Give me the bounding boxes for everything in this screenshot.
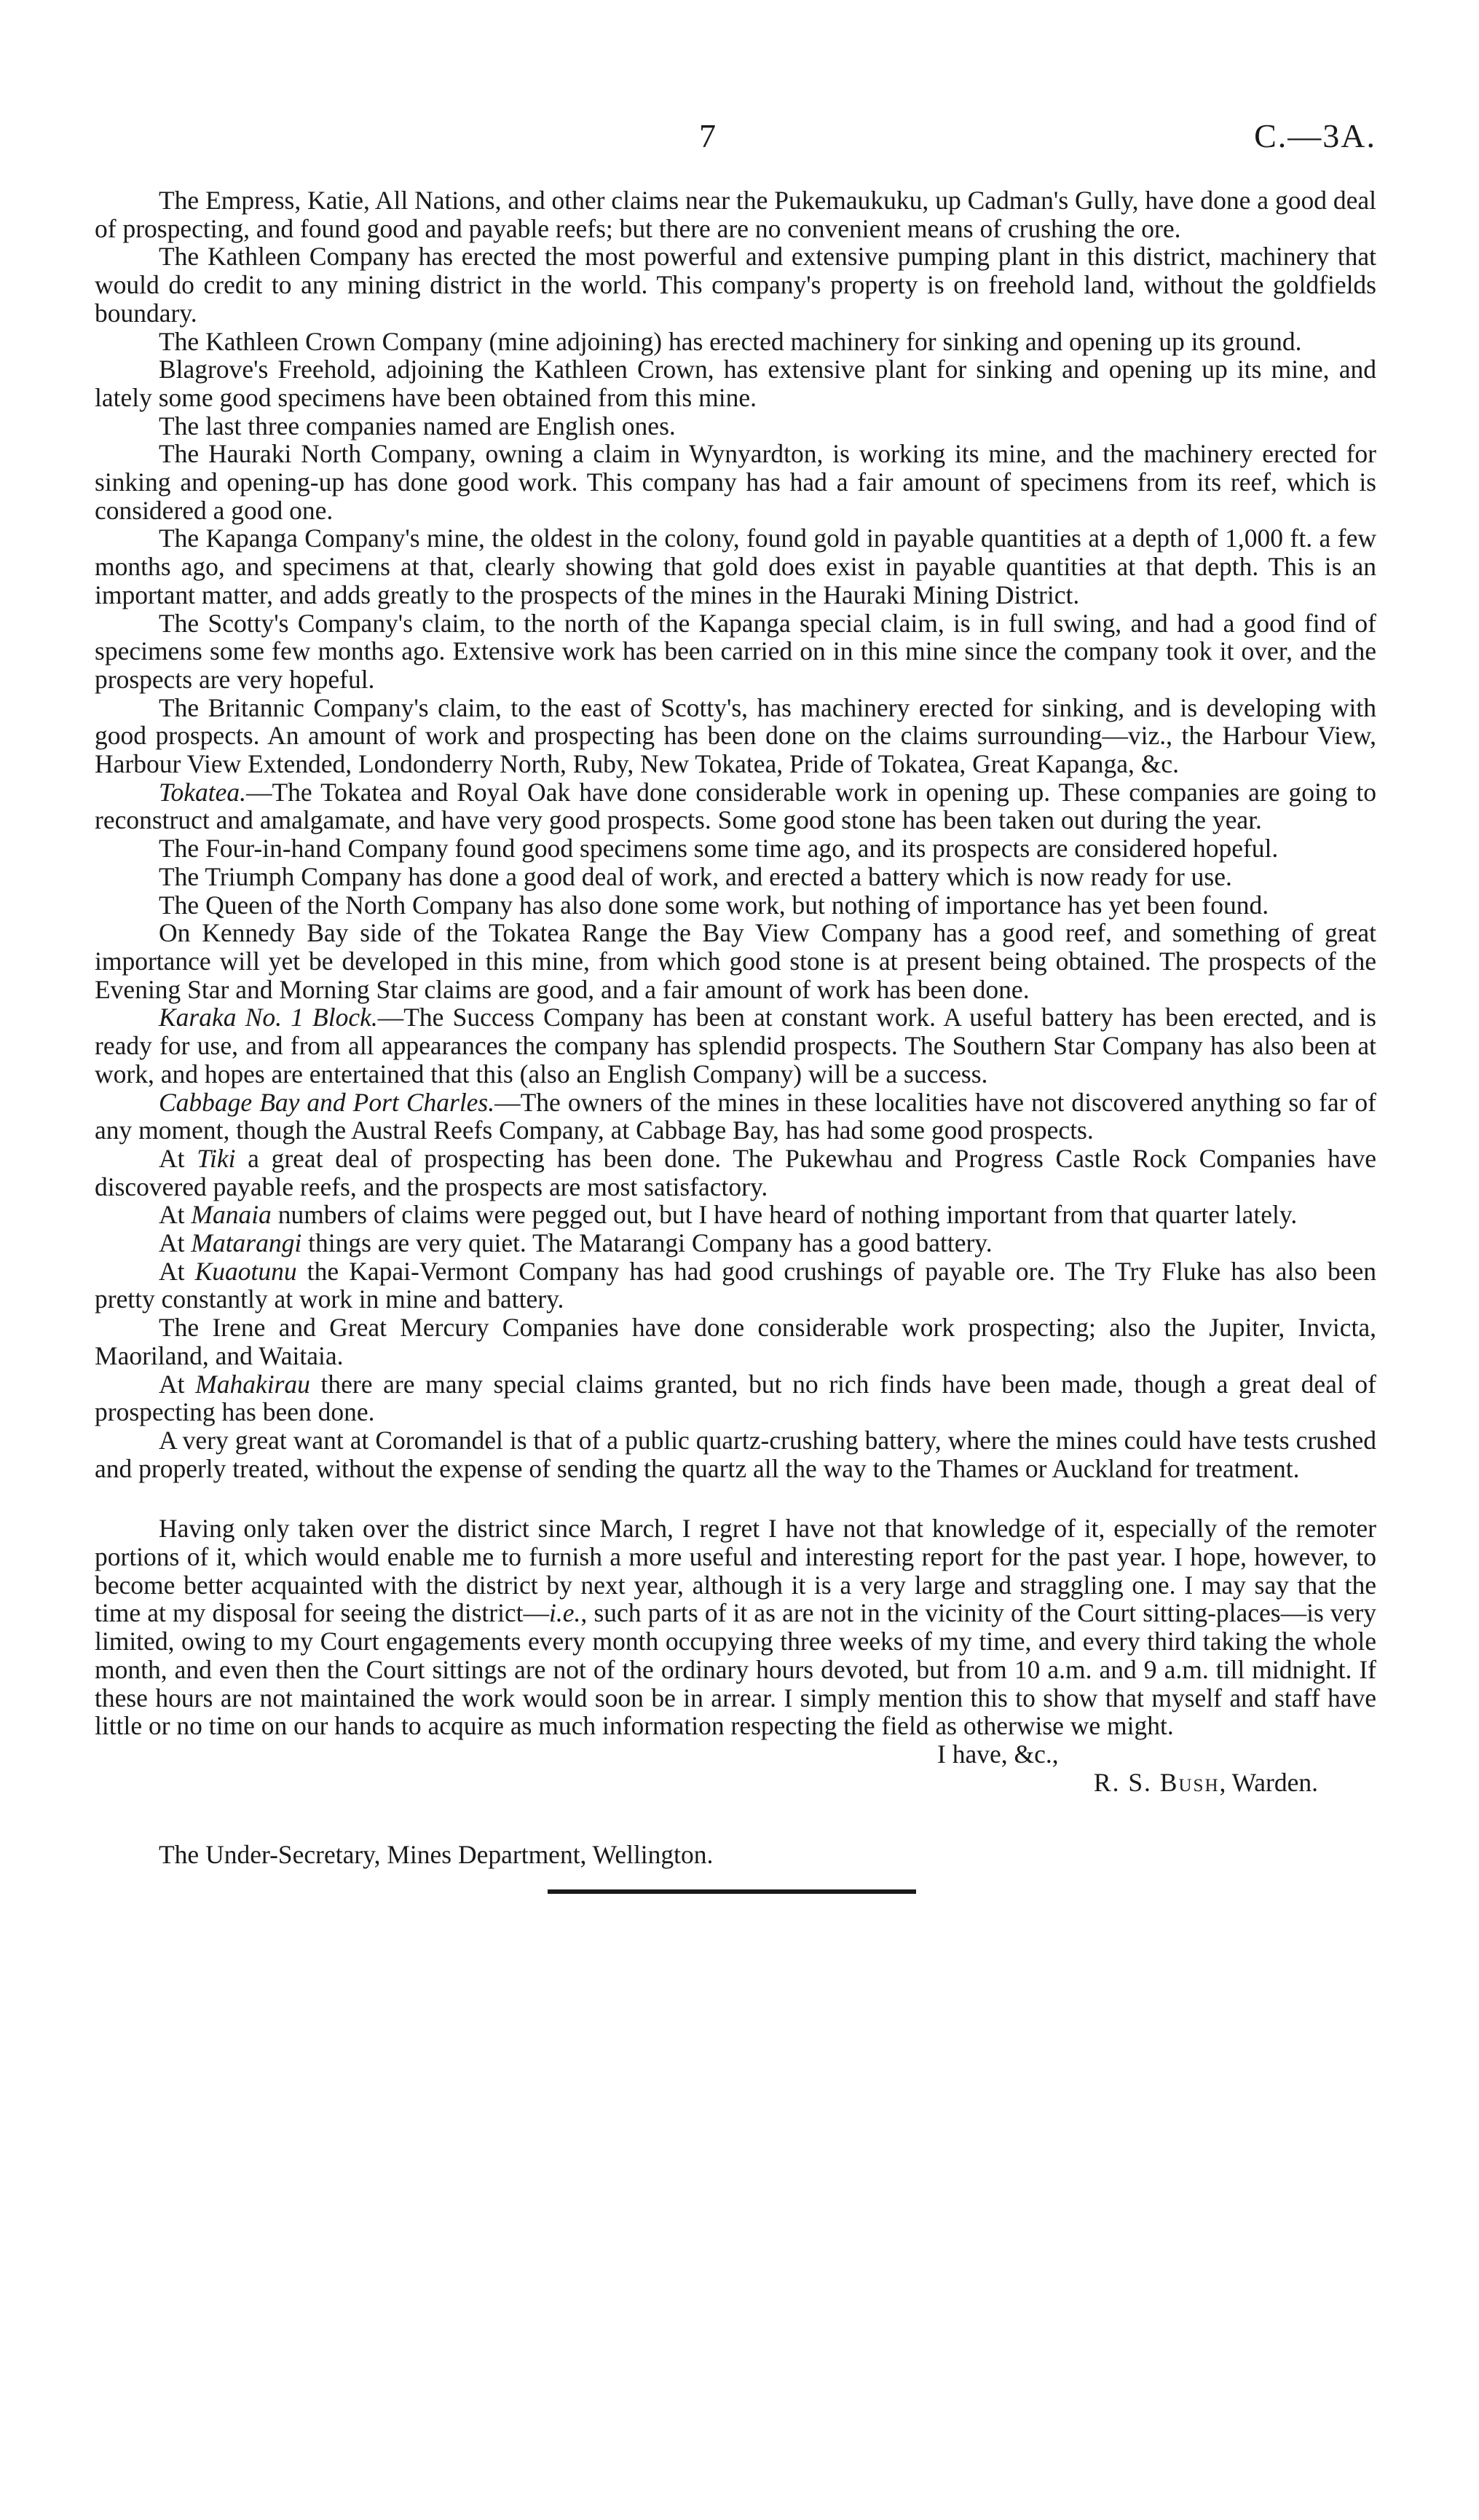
- paragraph: On Kennedy Bay side of the Tokatea Range the Bay View Company has a good reef, and something of great importance will yet be developed in this mine, from which good stone is at present being obtained. The prospects of the Evening Star and Morning Star claims are good, and a fair amount of work has been done.: [95, 918, 1376, 1004]
- paragraph-kuaotunu: At Kuaotunu the Kapai-Vermont Company has had good crushings of payable ore. The Try Fluke has also been pretty constantly at work in mine and battery.: [95, 1256, 1376, 1314]
- page-header: [95, 116, 1376, 167]
- signatory-name: R. S. Bush: [1093, 1767, 1220, 1797]
- paragraph: The last three companies named are English ones.: [159, 411, 676, 441]
- paragraph: The Irene and Great Mercury Companies have done considerable work prospecting; also the Jupiter, Invicta, Maoriland, and Waitaia.: [95, 1313, 1376, 1370]
- end-rule: [548, 1889, 916, 1894]
- locality-name: Tiki: [197, 1143, 236, 1173]
- paragraph-tokatea: Tokatea.—The Tokatea and Royal Oak have done considerable work in opening up. These companies are going to reconstruct and amalgamate, and have very good prospects. Some good stone has been taken out during the year.: [95, 777, 1376, 835]
- paragraph: The Queen of the North Company has also done some work, but nothing of importance has yet been found.: [159, 890, 1269, 920]
- locality-heading: Tokatea.: [159, 777, 246, 807]
- paragraph: The Four-in-hand Company found good specimens some time ago, and its prospects are considered hopeful.: [159, 834, 1279, 864]
- locality-name: Kuaotunu: [194, 1256, 297, 1286]
- section-spacer: [95, 1482, 1376, 1514]
- signature: [1094, 1769, 1318, 1797]
- paragraph-cabbage-bay: Cabbage Bay and Port Charles.—The owners of the mines in these localities have not discovered anything so far of any moment, though the Austral Reefs Company, at Cabbage Bay, has had some good prospects.: [95, 1087, 1376, 1145]
- locality-name: Manaia: [191, 1200, 272, 1230]
- paragraph: The Empress, Katie, All Nations, and other claims near the Pukemaukuku, up Cadman's Gully, have done a good deal of prospecting, and found good and payable reefs; but there are no convenient means of crushing the ore.: [95, 186, 1376, 243]
- locality-name: Mahakirau: [195, 1369, 310, 1399]
- paragraph: The Britannic Company's claim, to the east of Scotty's, has machinery erected for sinking, and is developing with good prospects. An amount of work and prospecting has been done on the claims surrounding—viz., the Harbour View, Harbour View Extended, Londonderry North, Ruby, New Tokatea, Pride of Tokatea, Great Kapanga, &c.: [95, 692, 1376, 779]
- closing-salutation: I have, &c.,: [937, 1739, 1059, 1769]
- paragraph: The Kathleen Crown Company (mine adjoining) has erected machinery for sinking and opening up its ground.: [159, 326, 1302, 356]
- closing-block: [95, 1740, 1376, 1826]
- document-reference: C.—3A.: [1254, 117, 1376, 154]
- paragraph: Blagrove's Freehold, adjoining the Kathleen Crown, has extensive plant for sinking and opening up its mine, and lately some good specimens have been obtained from this mine.: [95, 355, 1376, 412]
- paragraph-mahakirau: At Mahakirau there are many special claims granted, but no rich finds have been made, though a great deal of prospecting has been done.: [95, 1369, 1376, 1427]
- final-paragraph: Having only taken over the district since March, I regret I have not that knowledge of it, especially of the remoter portions of it, which would enable me to furnish a more useful and interesting report for the past year. I hope, however, to become better acquainted with the district by next year, although it is a very large and straggling one. I may say that the time at my disposal for seeing the district—i.e., such parts of it as are not in the vicinity of the Court sitting-places—is very limited, owing to my Court engagements every month occupying three weeks of my time, and every third taking the whole month, and even then the Court sittings are not of the ordinary hours devoted, but from 10 a.m. and 9 a.m. till midnight. If these hours are not maintained the work would soon be in arrear. I simply mention this to show that myself and staff have little or no time on our hands to acquire as much information respecting the field as otherwise we might.: [95, 1514, 1376, 1741]
- locality-heading: Karaka No. 1 Block.: [159, 1003, 378, 1032]
- paragraph: The Kathleen Company has erected the most powerful and extensive pumping plant in this district, machinery that would do credit to any mining district in the world. This company's property is on freehold land, without the goldfields boundary.: [95, 242, 1376, 328]
- report-body: [95, 186, 1376, 1740]
- paragraph: The Triumph Company has done a good deal of work, and erected a battery which is now ready for use.: [159, 861, 1232, 891]
- paragraph-manaia: At Manaia numbers of claims were pegged out, but I have heard of nothing important from that quarter lately.: [159, 1200, 1298, 1230]
- paragraph: The Kapanga Company's mine, the oldest in the colony, found gold in payable quantities at a depth of 1,000 ft. a few months ago, and specimens at that, clearly showing that gold does exist in payable quantities at that depth. This is an important matter, and adds greatly to the prospects of the mines in the Hauraki Mining District.: [95, 524, 1376, 609]
- locality-heading: Cabbage Bay and Port Charles.: [159, 1087, 495, 1117]
- locality-name: Matarangi: [191, 1228, 302, 1258]
- paragraph-tiki: At Tiki a great deal of prospecting has been done. The Pukewhau and Progress Castle Rock Companies have discovered payable reefs, and the prospects are most satisfactory.: [95, 1143, 1376, 1201]
- paragraph: The Scotty's Company's claim, to the north of the Kapanga special claim, is in full swing, and had a good find of specimens some few months ago. Extensive work has been carried on in this mine since the company took it over, and the prospects are very hopeful.: [95, 608, 1376, 694]
- addressee: The Under-Secretary, Mines Department, Wellington.: [159, 1839, 714, 1869]
- paragraph: The Hauraki North Company, owning a claim in Wynyardton, is working its mine, and the machinery erected for sinking and opening-up has done good work. This company has had a fair amount of specimens from its reef, which is considered a good one.: [95, 439, 1376, 525]
- page-number: 7: [699, 117, 716, 154]
- paragraph-matarangi: At Matarangi things are very quiet. The Matarangi Company has a good battery.: [159, 1228, 993, 1258]
- paragraph: A very great want at Coromandel is that of a public quartz-crushing battery, where the mines could have tests crushed and properly treated, without the expense of sending the quartz all the way to the Thames or Auckland for treatment.: [95, 1425, 1376, 1483]
- paragraph-karaka: Karaka No. 1 Block.—The Success Company has been at constant work. A useful battery has been erected, and is ready for use, and from all appearances the company has splendid prospects. The Southern Star Company has also been at work, and hopes are entertained that this (also an English Company) will be a success.: [95, 1003, 1376, 1089]
- document-page: [95, 116, 1376, 1894]
- signatory-title: , Warden.: [1219, 1767, 1318, 1797]
